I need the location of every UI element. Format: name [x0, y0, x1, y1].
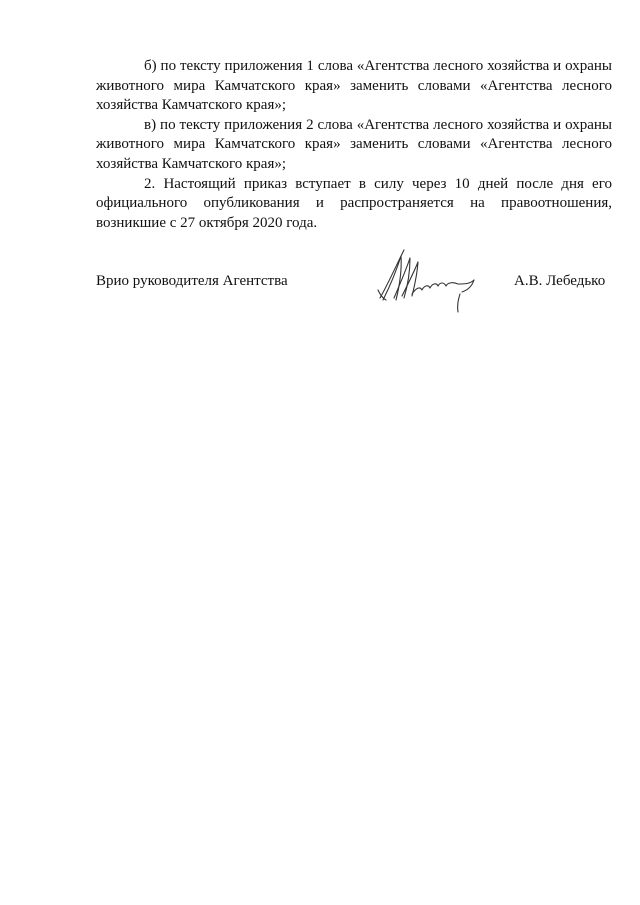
signatory-name: А.В. Лебедько	[514, 273, 606, 289]
signatory-position: Врио руководителя Агентства	[96, 273, 288, 289]
handwritten-signature	[374, 244, 478, 314]
paragraph-item-2: 2. Настоящий приказ вступает в силу через 10 дней после дня его официального опубликования и распространяется на правоотношения, возникшие с 27 октября 2020 года.	[96, 175, 612, 231]
paragraph-item-b: б) по тексту приложения 1 слова «Агентства лесного хозяйства и охраны животного мира Камчатского края» заменить словами «Агентства лесного хозяйства Камчатского края»;	[96, 58, 612, 114]
document-body	[96, 57, 612, 233]
paragraph-item-v: в) по тексту приложения 2 слова «Агентства лесного хозяйства и охраны животного мира Камчатского края» заменить словами «Агентства лесного хозяйства Камчатского края»;	[96, 116, 612, 172]
